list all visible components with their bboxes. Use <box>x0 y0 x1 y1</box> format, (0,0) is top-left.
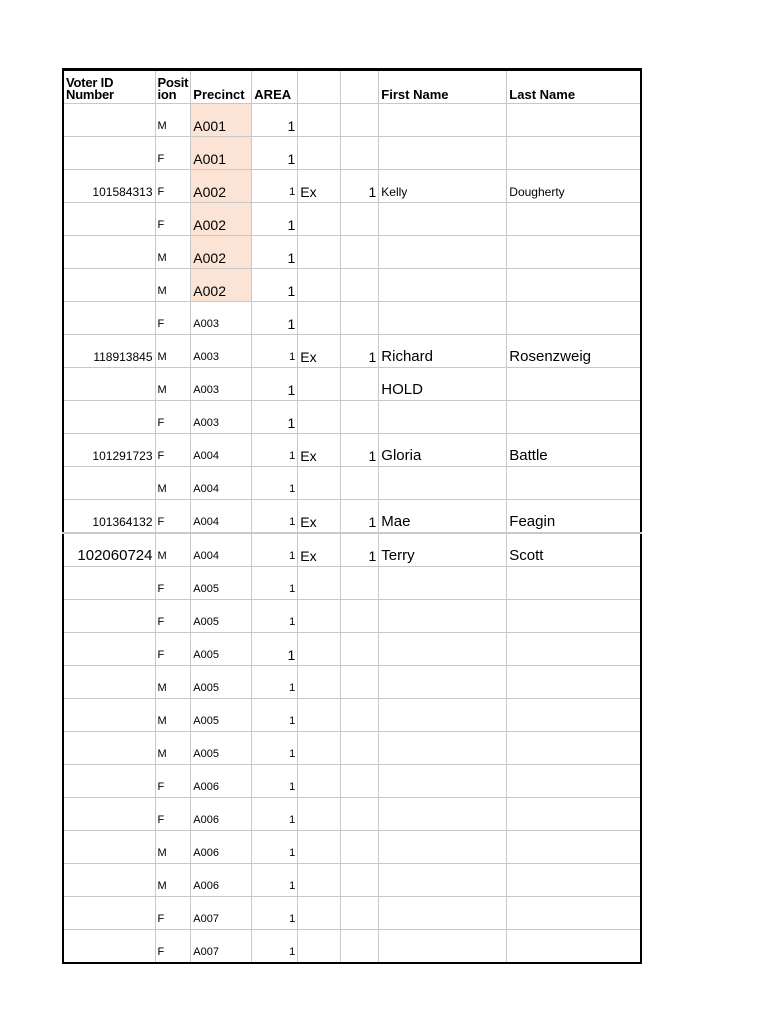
status-cell[interactable] <box>298 831 341 864</box>
header-precinct[interactable]: Precinct <box>191 70 252 104</box>
precinct-cell[interactable]: A003 <box>191 368 252 401</box>
area-cell[interactable]: 1 <box>252 831 298 864</box>
count-cell[interactable] <box>341 236 379 269</box>
first-name-cell[interactable] <box>379 302 507 335</box>
area-cell[interactable]: 1 <box>252 666 298 699</box>
table-row <box>63 765 641 798</box>
last-name-cell[interactable] <box>507 302 641 335</box>
count-cell[interactable] <box>341 831 379 864</box>
table-row <box>63 203 641 236</box>
last-name-cell[interactable] <box>507 633 641 666</box>
table-row <box>63 864 641 897</box>
table-row <box>63 137 641 170</box>
first-name-cell[interactable] <box>379 633 507 666</box>
count-cell[interactable] <box>341 666 379 699</box>
status-cell[interactable]: Ex <box>298 533 341 567</box>
status-cell[interactable] <box>298 633 341 666</box>
table-row <box>63 633 641 666</box>
precinct-cell[interactable]: A005 <box>191 633 252 666</box>
precinct-cell[interactable]: A006 <box>191 798 252 831</box>
count-cell[interactable] <box>341 600 379 633</box>
area-cell[interactable]: 1 <box>252 567 298 600</box>
area-cell[interactable]: 1 <box>252 467 298 500</box>
voter-id-cell[interactable] <box>63 567 155 600</box>
count-cell[interactable] <box>341 699 379 732</box>
table-row <box>63 269 641 302</box>
precinct-cell[interactable]: A005 <box>191 699 252 732</box>
first-name-cell[interactable] <box>379 732 507 765</box>
voter-id-cell[interactable] <box>63 798 155 831</box>
count-cell[interactable]: 1 <box>341 335 379 368</box>
position-cell[interactable]: M <box>155 368 191 401</box>
first-name-cell[interactable]: Kelly <box>379 170 507 203</box>
status-cell[interactable] <box>298 137 341 170</box>
position-cell[interactable]: M <box>155 269 191 302</box>
position-cell[interactable]: F <box>155 203 191 236</box>
precinct-cell[interactable]: A001 <box>191 137 252 170</box>
status-cell[interactable] <box>298 203 341 236</box>
last-name-cell[interactable] <box>507 864 641 897</box>
position-cell[interactable]: M <box>155 699 191 732</box>
last-name-cell[interactable] <box>507 930 641 964</box>
table-row <box>63 732 641 765</box>
voter-id-cell[interactable] <box>63 368 155 401</box>
first-name-cell[interactable]: Gloria <box>379 434 507 467</box>
position-cell[interactable]: M <box>155 666 191 699</box>
precinct-cell[interactable]: A001 <box>191 104 252 137</box>
count-cell[interactable] <box>341 401 379 434</box>
status-cell[interactable]: Ex <box>298 170 341 203</box>
last-name-cell[interactable] <box>507 666 641 699</box>
table-row <box>63 104 641 137</box>
first-name-cell[interactable] <box>379 104 507 137</box>
area-cell[interactable]: 1 <box>252 368 298 401</box>
precinct-cell[interactable]: A003 <box>191 401 252 434</box>
count-cell[interactable] <box>341 368 379 401</box>
count-cell[interactable] <box>341 864 379 897</box>
table-body <box>63 104 641 964</box>
position-cell[interactable]: F <box>155 765 191 798</box>
first-name-cell[interactable] <box>379 930 507 964</box>
voter-id-cell[interactable] <box>63 864 155 897</box>
position-cell[interactable]: M <box>155 335 191 368</box>
voter-table <box>62 68 642 964</box>
header-col5[interactable] <box>298 70 341 104</box>
area-cell[interactable]: 1 <box>252 137 298 170</box>
last-name-cell[interactable] <box>507 765 641 798</box>
area-cell[interactable]: 1 <box>252 335 298 368</box>
precinct-cell[interactable]: A002 <box>191 203 252 236</box>
header-voter-id[interactable] <box>63 70 155 104</box>
position-cell[interactable]: M <box>155 104 191 137</box>
last-name-cell[interactable] <box>507 104 641 137</box>
area-cell[interactable]: 1 <box>252 236 298 269</box>
status-cell[interactable] <box>298 699 341 732</box>
precinct-cell[interactable]: A004 <box>191 467 252 500</box>
area-cell[interactable]: 1 <box>252 269 298 302</box>
position-cell[interactable]: F <box>155 633 191 666</box>
position-cell[interactable]: F <box>155 302 191 335</box>
table-row <box>63 567 641 600</box>
last-name-cell[interactable] <box>507 831 641 864</box>
voter-id-cell[interactable] <box>63 666 155 699</box>
voter-id-cell[interactable] <box>63 831 155 864</box>
voter-id-cell[interactable] <box>63 401 155 434</box>
precinct-cell[interactable]: A006 <box>191 765 252 798</box>
precinct-cell[interactable]: A002 <box>191 236 252 269</box>
position-cell[interactable]: M <box>155 236 191 269</box>
first-name-cell[interactable] <box>379 600 507 633</box>
count-cell[interactable]: 1 <box>341 434 379 467</box>
count-cell[interactable] <box>341 302 379 335</box>
table-row <box>63 897 641 930</box>
precinct-cell[interactable]: A005 <box>191 600 252 633</box>
area-cell[interactable]: 1 <box>252 170 298 203</box>
precinct-cell[interactable]: A005 <box>191 732 252 765</box>
last-name-cell[interactable] <box>507 897 641 930</box>
area-cell[interactable]: 1 <box>252 203 298 236</box>
last-name-cell[interactable]: Rosenzweig <box>507 335 641 368</box>
position-cell[interactable]: F <box>155 930 191 964</box>
precinct-cell[interactable]: A005 <box>191 567 252 600</box>
status-cell[interactable]: Ex <box>298 434 341 467</box>
voter-id-cell[interactable] <box>63 600 155 633</box>
position-cell[interactable]: F <box>155 170 191 203</box>
voter-id-cell[interactable] <box>63 633 155 666</box>
status-cell[interactable] <box>298 368 341 401</box>
voter-id-cell[interactable] <box>63 930 155 964</box>
voter-id-cell[interactable]: 101584313 <box>63 170 155 203</box>
header-last-name[interactable]: Last Name <box>507 70 641 104</box>
voter-id-cell[interactable] <box>63 897 155 930</box>
first-name-cell[interactable] <box>379 831 507 864</box>
status-cell[interactable] <box>298 567 341 600</box>
precinct-cell[interactable]: A003 <box>191 302 252 335</box>
first-name-cell[interactable] <box>379 236 507 269</box>
precinct-cell[interactable]: A002 <box>191 170 252 203</box>
position-cell[interactable]: F <box>155 567 191 600</box>
area-cell[interactable]: 1 <box>252 699 298 732</box>
header-area[interactable]: AREA <box>252 70 298 104</box>
first-name-cell[interactable] <box>379 765 507 798</box>
last-name-cell[interactable] <box>507 567 641 600</box>
status-cell[interactable] <box>298 236 341 269</box>
area-cell[interactable]: 1 <box>252 302 298 335</box>
first-name-cell[interactable] <box>379 467 507 500</box>
header-position[interactable] <box>155 70 191 104</box>
position-cell[interactable]: F <box>155 434 191 467</box>
voter-id-cell[interactable] <box>63 104 155 137</box>
status-cell[interactable] <box>298 732 341 765</box>
precinct-cell[interactable]: A005 <box>191 666 252 699</box>
last-name-cell[interactable] <box>507 401 641 434</box>
area-cell[interactable]: 1 <box>252 732 298 765</box>
table-row <box>63 401 641 434</box>
area-cell[interactable]: 1 <box>252 765 298 798</box>
first-name-cell[interactable] <box>379 897 507 930</box>
header-row <box>63 70 641 104</box>
header-col6[interactable] <box>341 70 379 104</box>
table-row <box>63 699 641 732</box>
position-cell[interactable]: F <box>155 401 191 434</box>
voter-id-cell[interactable]: 102060724 <box>63 533 155 567</box>
position-cell[interactable]: M <box>155 732 191 765</box>
position-cell[interactable]: F <box>155 137 191 170</box>
precinct-cell[interactable]: A004 <box>191 500 252 534</box>
last-name-cell[interactable] <box>507 732 641 765</box>
header-first-name[interactable]: First Name <box>379 70 507 104</box>
voter-id-cell[interactable] <box>63 137 155 170</box>
header-voter-id-line2: Number <box>66 87 114 102</box>
status-cell[interactable] <box>298 302 341 335</box>
precinct-cell[interactable]: A004 <box>191 533 252 567</box>
table-row <box>63 930 641 964</box>
count-cell[interactable] <box>341 467 379 500</box>
last-name-cell[interactable] <box>507 798 641 831</box>
precinct-cell[interactable]: A007 <box>191 897 252 930</box>
count-cell[interactable]: 1 <box>341 170 379 203</box>
precinct-cell[interactable]: A002 <box>191 269 252 302</box>
voter-id-cell[interactable] <box>63 302 155 335</box>
first-name-cell[interactable] <box>379 137 507 170</box>
last-name-cell[interactable]: Battle <box>507 434 641 467</box>
count-cell[interactable] <box>341 203 379 236</box>
count-cell[interactable] <box>341 897 379 930</box>
first-name-cell[interactable] <box>379 666 507 699</box>
voter-id-cell[interactable] <box>63 236 155 269</box>
status-cell[interactable] <box>298 864 341 897</box>
first-name-cell[interactable]: Terry <box>379 533 507 567</box>
last-name-cell[interactable] <box>507 467 641 500</box>
status-cell[interactable] <box>298 269 341 302</box>
voter-id-cell[interactable] <box>63 699 155 732</box>
first-name-cell[interactable] <box>379 567 507 600</box>
area-cell[interactable]: 1 <box>252 104 298 137</box>
last-name-cell[interactable] <box>507 203 641 236</box>
first-name-cell[interactable]: Mae <box>379 500 507 534</box>
count-cell[interactable] <box>341 798 379 831</box>
header-voter-id-line1: Voter ID <box>66 75 114 90</box>
last-name-cell[interactable]: Feagin <box>507 500 641 534</box>
area-cell[interactable]: 1 <box>252 930 298 964</box>
last-name-cell[interactable] <box>507 236 641 269</box>
area-cell[interactable]: 1 <box>252 897 298 930</box>
first-name-cell[interactable] <box>379 699 507 732</box>
position-cell[interactable]: M <box>155 864 191 897</box>
precinct-cell[interactable]: A004 <box>191 434 252 467</box>
table-row <box>63 236 641 269</box>
voter-id-cell[interactable] <box>63 269 155 302</box>
first-name-cell[interactable] <box>379 203 507 236</box>
voter-id-cell[interactable]: 101364132 <box>63 500 155 534</box>
area-cell[interactable]: 1 <box>252 401 298 434</box>
count-cell[interactable] <box>341 633 379 666</box>
precinct-cell[interactable]: A003 <box>191 335 252 368</box>
precinct-cell[interactable]: A007 <box>191 930 252 964</box>
table-row <box>63 170 641 203</box>
voter-id-cell[interactable]: 118913845 <box>63 335 155 368</box>
voter-id-cell[interactable] <box>63 765 155 798</box>
table-row <box>63 335 641 368</box>
last-name-cell[interactable] <box>507 137 641 170</box>
count-cell[interactable]: 1 <box>341 500 379 534</box>
table-row <box>63 368 641 401</box>
area-cell[interactable]: 1 <box>252 500 298 534</box>
voter-id-cell[interactable] <box>63 732 155 765</box>
precinct-cell[interactable]: A006 <box>191 831 252 864</box>
count-cell[interactable] <box>341 567 379 600</box>
voter-id-cell[interactable]: 101291723 <box>63 434 155 467</box>
count-cell[interactable] <box>341 732 379 765</box>
voter-id-cell[interactable] <box>63 467 155 500</box>
count-cell[interactable] <box>341 137 379 170</box>
table-row <box>63 600 641 633</box>
first-name-cell[interactable] <box>379 864 507 897</box>
precinct-cell[interactable]: A006 <box>191 864 252 897</box>
area-cell[interactable]: 1 <box>252 864 298 897</box>
count-cell[interactable] <box>341 765 379 798</box>
area-cell[interactable]: 1 <box>252 600 298 633</box>
position-cell[interactable]: M <box>155 533 191 567</box>
status-cell[interactable] <box>298 897 341 930</box>
area-cell[interactable]: 1 <box>252 434 298 467</box>
position-cell[interactable]: F <box>155 500 191 534</box>
count-cell[interactable] <box>341 269 379 302</box>
header-position-line2: ion <box>157 87 177 102</box>
table-row <box>63 467 641 500</box>
last-name-cell[interactable]: Scott <box>507 533 641 567</box>
status-cell[interactable] <box>298 930 341 964</box>
area-cell[interactable]: 1 <box>252 533 298 567</box>
position-cell[interactable]: F <box>155 897 191 930</box>
area-cell[interactable]: 1 <box>252 798 298 831</box>
last-name-cell[interactable] <box>507 600 641 633</box>
header-position-line1: Posit <box>157 75 189 90</box>
spreadsheet <box>62 68 642 964</box>
status-cell[interactable]: Ex <box>298 500 341 534</box>
status-cell[interactable] <box>298 401 341 434</box>
first-name-cell[interactable]: Richard <box>379 335 507 368</box>
first-name-cell[interactable] <box>379 798 507 831</box>
area-cell[interactable]: 1 <box>252 633 298 666</box>
position-cell[interactable]: M <box>155 467 191 500</box>
table-row <box>63 500 641 534</box>
last-name-cell[interactable]: Dougherty <box>507 170 641 203</box>
table-row <box>63 533 641 567</box>
table-row <box>63 302 641 335</box>
table-row <box>63 831 641 864</box>
table-row <box>63 666 641 699</box>
status-cell[interactable] <box>298 104 341 137</box>
last-name-cell[interactable] <box>507 699 641 732</box>
count-cell[interactable] <box>341 104 379 137</box>
position-cell[interactable]: F <box>155 798 191 831</box>
position-cell[interactable]: F <box>155 600 191 633</box>
count-cell[interactable]: 1 <box>341 533 379 567</box>
status-cell[interactable] <box>298 467 341 500</box>
status-cell[interactable]: Ex <box>298 335 341 368</box>
voter-id-cell[interactable] <box>63 203 155 236</box>
first-name-cell[interactable] <box>379 269 507 302</box>
status-cell[interactable] <box>298 666 341 699</box>
position-cell[interactable]: M <box>155 831 191 864</box>
count-cell[interactable] <box>341 930 379 964</box>
last-name-cell[interactable] <box>507 368 641 401</box>
table-row <box>63 434 641 467</box>
first-name-cell[interactable]: HOLD <box>379 368 507 401</box>
status-cell[interactable] <box>298 798 341 831</box>
status-cell[interactable] <box>298 600 341 633</box>
first-name-cell[interactable] <box>379 401 507 434</box>
table-row <box>63 798 641 831</box>
status-cell[interactable] <box>298 765 341 798</box>
last-name-cell[interactable] <box>507 269 641 302</box>
